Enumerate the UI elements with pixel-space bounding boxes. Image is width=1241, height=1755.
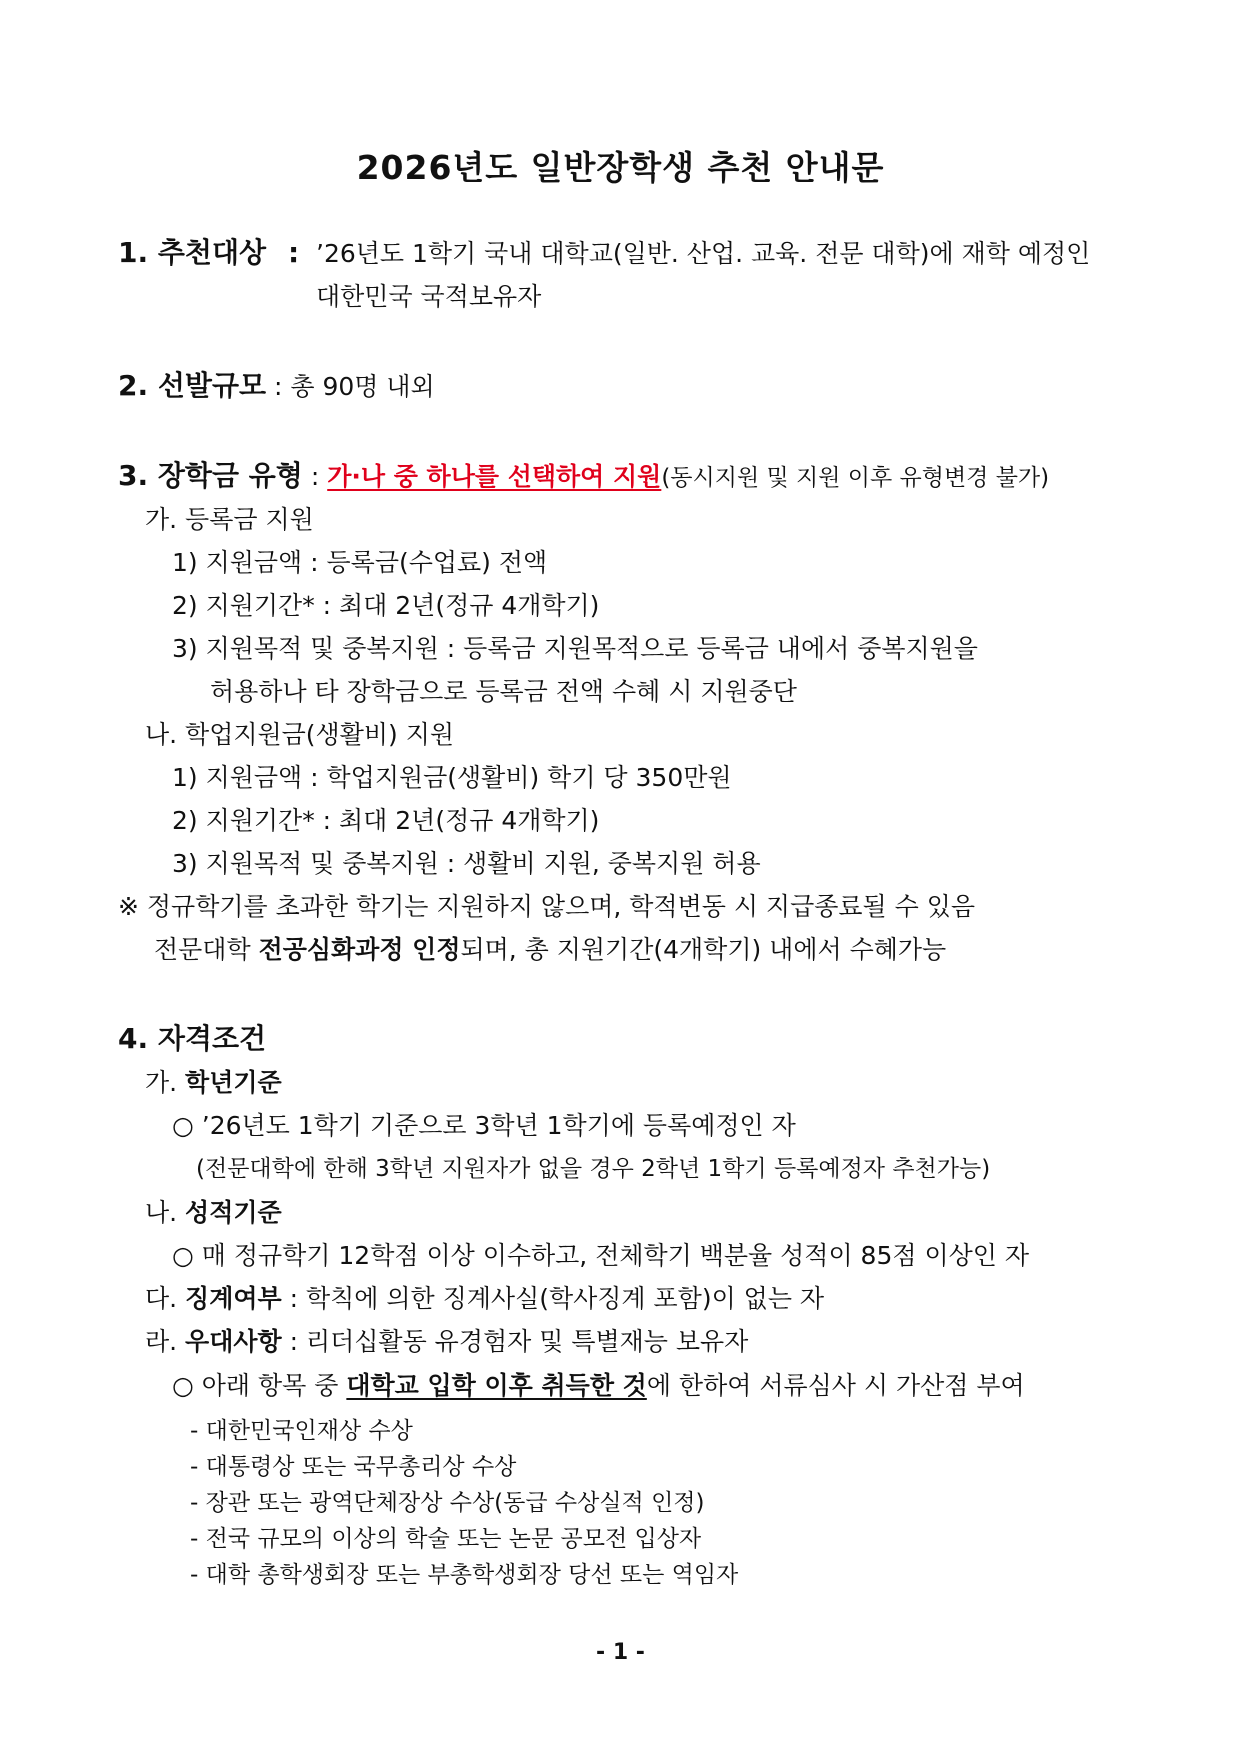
section-2-text: : 총 90명 내외 xyxy=(274,372,435,401)
section-3-title: 3. 장학금 유형 xyxy=(118,459,303,492)
section-3-tail: (동시지원 및 지원 이후 유형변경 불가) xyxy=(661,465,1050,491)
page-number: - 1 - xyxy=(596,1640,645,1665)
section-1-text-line-1: ’26년도 1학기 국내 대학교(일반. 산업. 교육. 전문 대학)에 재학 예정인 xyxy=(316,239,1091,268)
section-4-heading xyxy=(118,1022,266,1057)
ra-label: 우대사항 xyxy=(185,1327,282,1356)
section-1-text-line-2: 대한민국 국적보유자 xyxy=(316,282,542,311)
list-item: - 대한민국인재상 수상 xyxy=(190,1418,413,1444)
section-4-na-item: ○ 매 정규학기 12학점 이상 이수하고, 전체학기 백분율 성적이 85점 이상인 자 xyxy=(172,1241,1030,1270)
section-3-ga-item-1: 1) 지원금액 : 등록금(수업료) 전액 xyxy=(172,548,548,577)
ra-item-bold: 대학교 입학 이후 취득한 것 xyxy=(346,1371,647,1400)
ga-label: 학년기준 xyxy=(185,1068,282,1097)
section-4-da-label xyxy=(145,1282,824,1316)
section-3-na-label: 나. 학업지원금(생활비) 지원 xyxy=(145,720,454,749)
section-4-ga-sub: (전문대학에 한해 3학년 지원자가 없을 경우 2학년 1학기 등록예정자 추천가능) xyxy=(196,1156,991,1182)
section-3-ga-label: 가. 등록금 지원 xyxy=(145,505,314,534)
section-3-na-item-1: 1) 지원금액 : 학업지원금(생활비) 학기 당 350만원 xyxy=(172,763,732,792)
ga-prefix: 가. xyxy=(145,1068,186,1097)
ra-text: : 리더십활동 유경험자 및 특별재능 보유자 xyxy=(281,1327,749,1356)
da-text: : 학칙에 의한 징계사실(학사징계 포함)이 없는 자 xyxy=(281,1284,825,1313)
section-3-na-item-3: 3) 지원목적 및 중복지원 : 생활비 지원, 중복지원 허용 xyxy=(172,849,761,878)
section-3-note-2 xyxy=(154,933,946,967)
section-4-title: 4. 자격조건 xyxy=(118,1022,267,1055)
colon: : xyxy=(288,236,300,269)
section-3-colon: : xyxy=(310,462,320,491)
na-label: 성적기준 xyxy=(185,1198,282,1227)
section-3-ga-item-2: 2) 지원기간* : 최대 2년(정규 4개학기) xyxy=(172,591,600,620)
list-item: - 대학 총학생회장 또는 부총학생회장 당선 또는 역임자 xyxy=(190,1562,739,1588)
da-prefix: 다. xyxy=(145,1284,186,1313)
section-4-ra-label xyxy=(145,1325,748,1359)
ra-item-prefix: ○ 아래 항목 중 xyxy=(172,1371,347,1400)
note-2-suffix: 되며, 총 지원기간(4개학기) 내에서 수혜가능 xyxy=(460,935,947,964)
section-3-ga-item-3a: 3) 지원목적 및 중복지원 : 등록금 지원목적으로 등록금 내에서 중복지원을 xyxy=(172,634,978,663)
section-4-ra-item xyxy=(172,1369,1025,1403)
section-4-ga-item: ○ ’26년도 1학기 기준으로 3학년 1학기에 등록예정인 자 xyxy=(172,1111,796,1140)
section-3-note-1: ※ 정규학기를 초과한 학기는 지원하지 않으며, 학적변동 시 지급종료될 수 있음 xyxy=(118,892,976,921)
note-2-bold: 전공심화과정 인정 xyxy=(258,935,461,964)
section-4-na-label xyxy=(145,1196,282,1230)
section-1-colon xyxy=(288,236,299,271)
ra-item-suffix: 에 한하여 서류심사 시 가산점 부여 xyxy=(646,1371,1025,1400)
note-2-prefix: 전문대학 xyxy=(154,935,259,964)
section-3-na-item-2: 2) 지원기간* : 최대 2년(정규 4개학기) xyxy=(172,806,600,835)
da-label: 징계여부 xyxy=(185,1284,282,1313)
ra-prefix: 라. xyxy=(145,1327,186,1356)
list-item: - 대통령상 또는 국무총리상 수상 xyxy=(190,1454,517,1480)
document-title: 2026년도 일반장학생 추천 안내문 xyxy=(356,148,885,187)
section-3-highlight: 가·나 중 하나를 선택하여 지원 xyxy=(327,462,662,491)
section-1-title: 1. 추천대상 xyxy=(118,236,267,269)
list-item: - 전국 규모의 이상의 학술 또는 논문 공모전 입상자 xyxy=(190,1526,702,1552)
section-1-heading xyxy=(118,236,266,271)
section-3-ga-item-3b: 허용하나 타 장학금으로 등록금 전액 수혜 시 지원중단 xyxy=(210,677,797,706)
section-2-heading xyxy=(118,369,435,404)
na-prefix: 나. xyxy=(145,1198,186,1227)
list-item: - 장관 또는 광역단체장상 수상(동급 수상실적 인정) xyxy=(190,1490,705,1516)
section-2-title: 2. 선발규모 xyxy=(118,369,267,402)
section-3-heading xyxy=(118,459,1049,495)
section-4-ga-label xyxy=(145,1066,282,1100)
